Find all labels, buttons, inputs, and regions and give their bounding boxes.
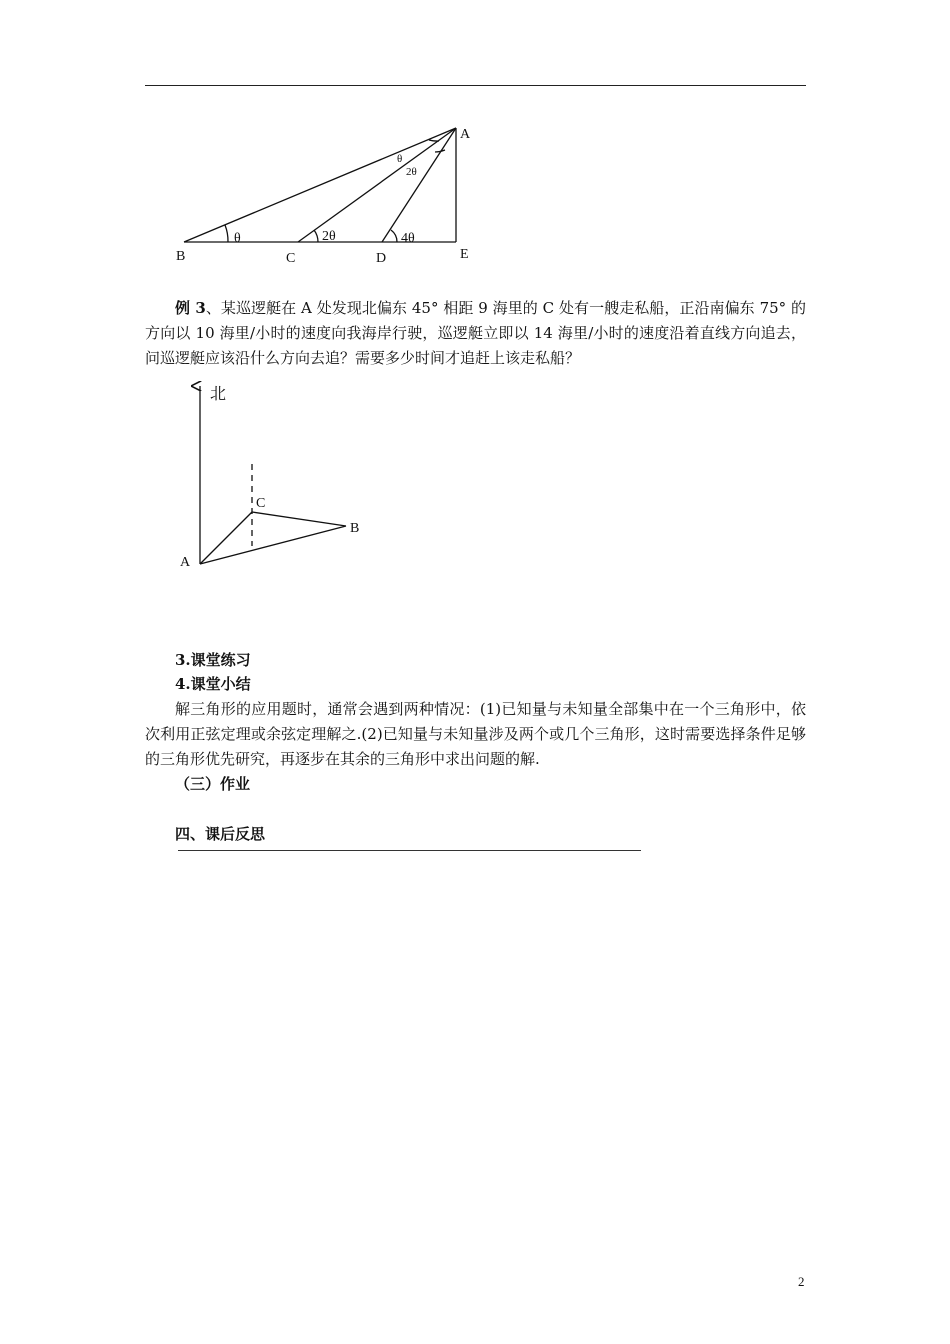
page-number: 2	[798, 1274, 805, 1289]
segment-ab	[200, 526, 346, 564]
segment-cb	[252, 512, 346, 526]
label-c: C	[256, 496, 266, 511]
angle-label-c: 2θ	[322, 229, 336, 244]
side-ad	[382, 128, 456, 242]
angle-arc-a2	[435, 150, 445, 152]
bearing-figure	[170, 378, 380, 578]
angle-arc-b	[225, 225, 228, 242]
label-a: A	[460, 127, 471, 142]
summary-paragraph: 解三角形的应用题时，通常会遇到两种情况：(1)已知量与未知量全部集中在一个三角形中，依次利用正弦定理或余弦定理解之.(2)已知量与未知量涉及两个或几个三角形，这时需要选择条件足够的三角形优先研究，再逐步在其余的三角形中求出问题的解.	[145, 700, 806, 768]
angle-label-d: 4θ	[401, 231, 415, 246]
homework-heading: （三）作业	[175, 775, 251, 793]
label-d: D	[376, 251, 387, 266]
angle-arc-c	[314, 230, 318, 242]
side-ab	[184, 128, 456, 242]
angle-label-a2: 2θ	[406, 166, 417, 178]
example-3-text: 、某巡逻艇在 A 处发现北偏东 45° 相距 9 海里的 C 处有一艘走私船，正沿南偏东 75° 的方向以 10 海里/小时的速度向我海岸行驶，巡逻艇立即以 14 海里/小时的速度沿着直线方向追去，问巡逻艇应该沿什么方向去追？需要多少时间才追赶上该走私船？	[145, 299, 806, 367]
example-3-paragraph	[145, 296, 806, 371]
angle-arc-a1	[429, 140, 439, 141]
label-a: A	[180, 555, 191, 570]
label-b: B	[350, 521, 360, 536]
header-rule	[145, 85, 806, 86]
angle-arc-d	[391, 230, 397, 242]
angle-label-b: θ	[234, 231, 241, 246]
label-e: E	[460, 247, 469, 262]
reflection-heading: 四、课后反思	[175, 825, 266, 843]
practice-heading: 3.课堂练习	[175, 651, 251, 669]
summary-heading: 4.课堂小结	[175, 675, 251, 693]
north-label: 北	[210, 386, 227, 403]
reflection-answer-line	[178, 850, 641, 851]
triangle-figure	[170, 118, 480, 268]
label-b: B	[176, 249, 186, 264]
angle-label-a1: θ	[397, 153, 403, 165]
side-ac	[298, 128, 456, 242]
label-c: C	[286, 251, 296, 266]
example-3-label: 例 3	[175, 299, 206, 317]
segment-ac	[200, 512, 252, 564]
